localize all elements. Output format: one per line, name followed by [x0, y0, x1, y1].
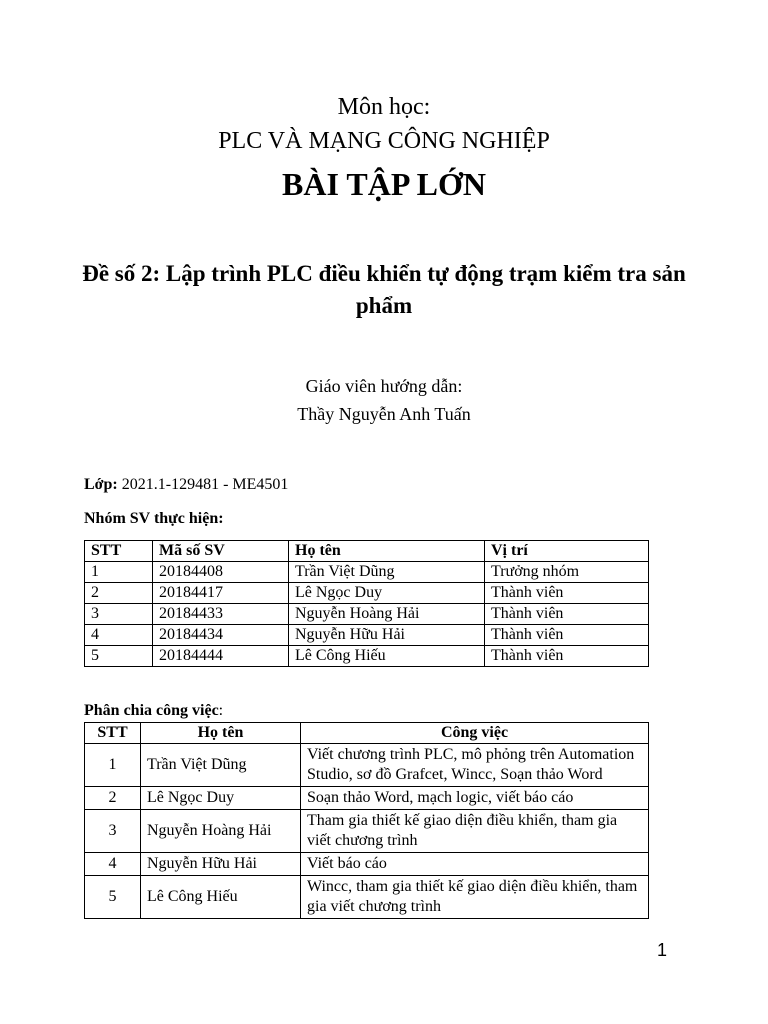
page-number: 1	[656, 940, 667, 960]
member-name: Lê Công Hiếu	[289, 646, 485, 667]
member-stt: 5	[85, 646, 153, 667]
class-label: Lớp:	[84, 476, 118, 493]
work-task: Tham gia thiết kế giao diện điều khiển, tham gia viết chương trình	[301, 810, 649, 853]
table-row	[85, 787, 649, 810]
table-row	[85, 853, 649, 876]
work-task: Soạn thảo Word, mạch logic, viết báo cáo	[301, 787, 649, 810]
work-stt: 5	[85, 876, 141, 919]
work-header-row	[85, 723, 649, 744]
column-header: Họ tên	[141, 723, 301, 744]
work-stt: 1	[85, 744, 141, 787]
work-member-name: Nguyễn Hữu Hải	[141, 853, 301, 876]
table-row	[85, 562, 649, 583]
work-stt: 2	[85, 787, 141, 810]
column-header: STT	[85, 541, 153, 562]
work-assignment-table	[84, 722, 649, 919]
member-role: Trưởng nhóm	[485, 562, 649, 583]
work-task: Viết báo cáo	[301, 853, 649, 876]
members-header-row	[85, 541, 649, 562]
class-info	[84, 474, 288, 496]
work-section-label-text: Phân chia công việc	[84, 702, 219, 719]
topic-title: Đề số 2: Lập trình PLC điều khiển tự động trạm kiểm tra sản phẩm	[82, 261, 686, 318]
table-row	[85, 646, 649, 667]
member-stt: 2	[85, 583, 153, 604]
table-row	[85, 583, 649, 604]
member-role: Thành viên	[485, 646, 649, 667]
column-header: Công việc	[301, 723, 649, 744]
member-id: 20184444	[153, 646, 289, 667]
advisor-name: Thầy Nguyễn Anh Tuấn	[297, 404, 471, 424]
table-row	[85, 876, 649, 919]
work-member-name: Trần Việt Dũng	[141, 744, 301, 787]
work-task: Wincc, tham gia thiết kế giao diện điều khiển, tham gia viết chương trình	[301, 876, 649, 919]
member-stt: 3	[85, 604, 153, 625]
member-id: 20184408	[153, 562, 289, 583]
work-section-label	[84, 700, 223, 722]
members-table	[84, 540, 649, 667]
member-name: Trần Việt Dũng	[289, 562, 485, 583]
work-section-label-colon: :	[218, 702, 224, 719]
table-row	[85, 810, 649, 853]
table-row	[85, 625, 649, 646]
subject-label: Môn học:	[337, 94, 431, 120]
member-role: Thành viên	[485, 583, 649, 604]
table-row	[85, 604, 649, 625]
work-stt: 4	[85, 853, 141, 876]
work-member-name: Lê Công Hiếu	[141, 876, 301, 919]
member-id: 20184417	[153, 583, 289, 604]
column-header: Mã số SV	[153, 541, 289, 562]
document-title: BÀI TẬP LỚN	[282, 166, 486, 202]
members-section-label: Nhóm SV thực hiện:	[84, 510, 224, 527]
column-header: STT	[85, 723, 141, 744]
work-stt: 3	[85, 810, 141, 853]
member-name: Nguyễn Hữu Hải	[289, 625, 485, 646]
work-member-name: Lê Ngọc Duy	[141, 787, 301, 810]
member-name: Nguyễn Hoàng Hải	[289, 604, 485, 625]
class-value: 2021.1-129481 - ME4501	[117, 476, 289, 493]
table-row	[85, 744, 649, 787]
member-id: 20184433	[153, 604, 289, 625]
member-name: Lê Ngọc Duy	[289, 583, 485, 604]
member-role: Thành viên	[485, 604, 649, 625]
member-role: Thành viên	[485, 625, 649, 646]
member-id: 20184434	[153, 625, 289, 646]
column-header: Họ tên	[289, 541, 485, 562]
work-member-name: Nguyễn Hoàng Hải	[141, 810, 301, 853]
advisor-label: Giáo viên hướng dẫn:	[305, 376, 463, 396]
member-stt: 4	[85, 625, 153, 646]
column-header: Vị trí	[485, 541, 649, 562]
member-stt: 1	[85, 562, 153, 583]
course-name: PLC VÀ MẠNG CÔNG NGHIỆP	[218, 128, 550, 154]
work-task: Viết chương trình PLC, mô phỏng trên Automation Studio, sơ đồ Grafcet, Wincc, Soạn thảo Word	[301, 744, 649, 787]
